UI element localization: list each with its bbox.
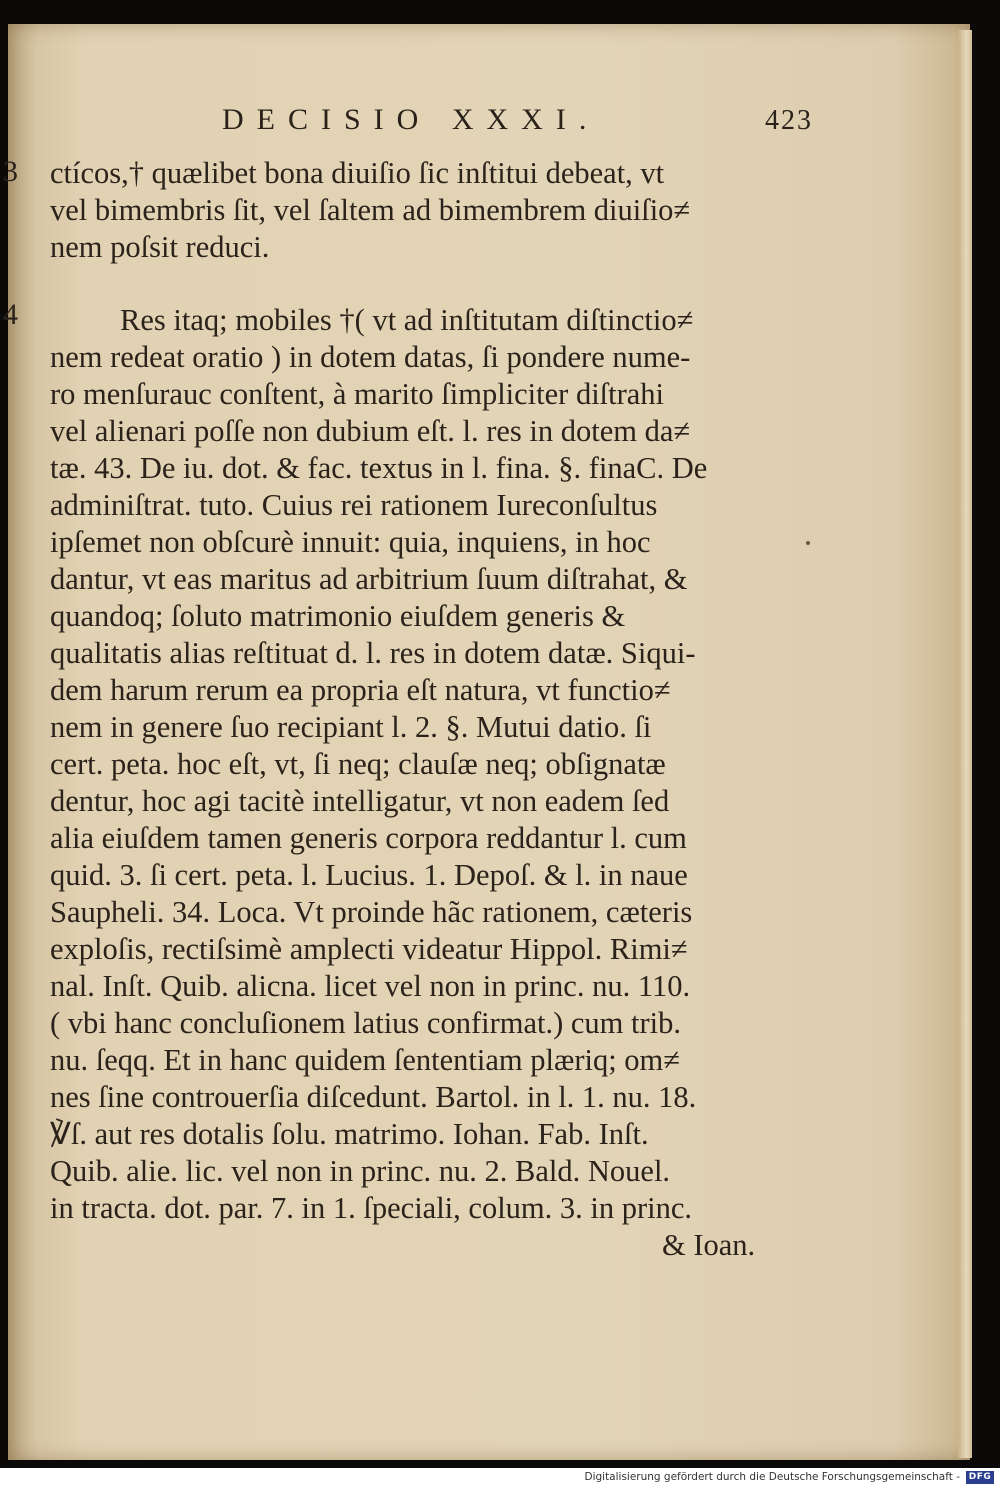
text-line: Res itaq; mobiles †( vt ad inſtitutam diſtinctio≠ <box>120 303 694 337</box>
text-line: nem in genere ſuo recipiant l. 2. §. Mutui datio. ſi <box>50 710 652 744</box>
text-line: nes ſine controuerſia diſcedunt. Bartol. in l. 1. nu. 18. <box>50 1080 697 1114</box>
footer-credit: Digitalisierung gefördert durch die Deutsche Forschungsgemeinschaft - <box>584 1471 960 1483</box>
text-line: & Ioan. <box>662 1228 756 1262</box>
text-line: in tracta. dot. par. 7. in 1. ſpeciali, colum. 3. in princ. <box>50 1191 693 1225</box>
text-line: qualitatis alias reſtituat d. l. res in dotem datæ. Siqui- <box>50 636 696 670</box>
dfg-logo-icon: DFG <box>966 1471 994 1484</box>
text-line: nal. Inſt. Quib. alicna. licet vel non in princ. nu. 110. <box>50 969 691 1003</box>
text-line: ro menſurauc conſtent, à marito ſimpliciter diſtrahi <box>50 377 665 411</box>
text-line: exploſis, rectiſsimè amplecti videatur Hippol. Rimi≠ <box>50 932 688 966</box>
text-line: nem redeat oratio ) in dotem datas, ſi pondere nume- <box>50 340 691 374</box>
text-line: Saupheli. 34. Loca. Vt proinde hãc rationem, cæteris <box>50 895 693 929</box>
text-line: adminiſtrat. tuto. Cuius rei rationem Iureconſultus <box>50 488 658 522</box>
margin-note: 3 <box>3 155 18 188</box>
text-line: nem poſsit reduci. <box>50 230 270 264</box>
text-line: ipſemet non obſcurè innuit: quia, inquiens, in hoc <box>50 525 651 559</box>
page-edge <box>958 30 972 1458</box>
text-line: ctícos,† quælibet bona diuiſio ſic inſtitui debeat, vt <box>50 156 665 190</box>
text-line: Quib. alie. lic. vel non in princ. nu. 2. Bald. Nouel. <box>50 1154 671 1188</box>
text-line: dem harum rerum ea propria eſt natura, vt functio≠ <box>50 673 671 707</box>
page-number: 423 <box>765 105 813 136</box>
text-line: ℣ſ. aut res dotalis ſolu. matrimo. Iohan. Fab. Inſt. <box>50 1117 649 1151</box>
text-line: cert. peta. hoc eſt, vt, ſi neq; clauſæ neq; obſignatæ <box>50 747 666 781</box>
text-line: vel alienari poſſe non dubium eſt. l. res in dotem da≠ <box>50 414 691 448</box>
footer <box>0 1468 1000 1489</box>
text-line: dentur, hoc agi tacitè intelligatur, vt non eadem ſed <box>50 784 670 818</box>
text-line: nu. ſeqq. Et in hanc quidem ſententiam plæriq; om≠ <box>50 1043 681 1077</box>
running-head: DECISIO XXXI. <box>222 103 600 136</box>
text-line: ( vbi hanc concluſionem latius confirmat.) cum trib. <box>50 1006 681 1040</box>
text-line: tæ. 43. De iu. dot. & fac. textus in l. fina. §. finaC. De <box>50 451 708 485</box>
text-line: dantur, vt eas maritus ad arbitrium ſuum diſtrahat, & <box>50 562 688 596</box>
text-line: quid. 3. ſi cert. peta. l. Lucius. 1. Depoſ. & l. in naue <box>50 858 688 892</box>
ink-speck <box>806 541 810 545</box>
text-line: alia eiuſdem tamen generis corpora reddantur l. cum <box>50 821 687 855</box>
text-line: quandoq; ſoluto matrimonio eiuſdem generis & <box>50 599 626 633</box>
margin-note: 4 <box>3 298 18 331</box>
text-line: vel bimembris ſit, vel ſaltem ad bimembrem diuiſio≠ <box>50 193 691 227</box>
